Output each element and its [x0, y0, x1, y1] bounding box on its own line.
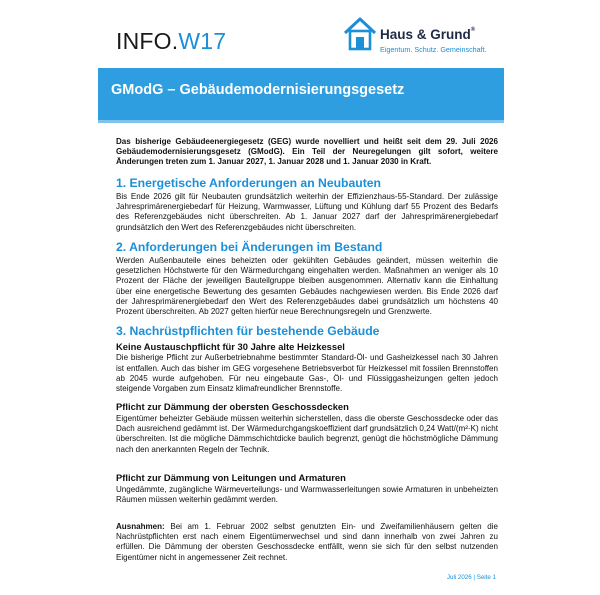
intro-paragraph: Das bisherige Gebäudeenergiegesetz (GEG) wurde novelliert und heißt seit dem 29. Juli 2026 Gebäudemodernisierungsgesetz (GModG). Ein Teil der Neuregelungen gilt sofort, weitere Änderungen treten zum 1. Januar 2027, 1. Januar 2028 und 1. Januar 2030 in Kraft.: [116, 137, 498, 167]
document-page: [98, 0, 504, 595]
logo-slogan: Eigentum. Schutz. Gemeinschaft.: [380, 45, 487, 54]
subheading-leitungen: Pflicht zur Dämmung von Leitungen und Armaturen: [116, 471, 346, 483]
section-text-neubauten: Bis Ende 2026 gilt für Neubauten grundsätzlich weiterhin der Effizienzhaus-55-Standard. Der zulässige Jahresprimärenergiebedarf für Heizung, Warmwasser, Lüftung und Kühlung darf 55 Prozent des Bedarfs des Referenzgebäudes nicht überschreiten. Ab 1. Januar 2027 darf der Jahresprimärenergiebedarf grundsätzlich den Wert des Referenzgebäudes nicht überschreiten.: [116, 191, 498, 232]
subheading-heizkessel: Keine Austauschpflicht für 30 Jahre alte Heizkessel: [116, 340, 345, 352]
section-heading-bestand: 2. Anforderungen bei Änderungen im Bestand: [116, 239, 383, 254]
document-code: [116, 28, 226, 55]
exceptions-text: Bei am 1. Februar 2002 selbst genutzten Ein- und Zweifamilienhäusern gelten die Nachrüstpflichten erst nach einem Eigentümerwechsel und sind dann innerhalb von zwei Jahren zu erfüllen. Die Dämmung der obersten Geschossdecke entfällt, wenn sie sich für den selbst nutzenden Eigentümer nicht in angemessener Zeit rechnet.: [116, 522, 498, 562]
logo-brand: [380, 27, 475, 42]
logo-brand-name: Haus & Grund: [380, 27, 471, 42]
house-icon: [342, 14, 378, 54]
registered-mark: ®: [470, 27, 476, 33]
section-heading-nachruestpflichten: 3. Nachrüstpflichten für bestehende Gebäude: [116, 324, 380, 339]
subtext-heizkessel: Die bisherige Pflicht zur Außerbetriebnahme bestimmter Standard-Öl- und Gasheizkessel nach 30 Jahren ist entfallen. Auch das bisher im GEG vorgesehene Betriebsverbot für Heizkessel mit fossilen Brennstoffen ab 2045 wurde aufgehoben. Für neu eingebaute Gas-, Öl- und Flüssiggasheizungen gelten jedoch steigende Vorgaben zum Einsatz klimafreundlicher Brennstoffe.: [116, 353, 498, 393]
document-code-prefix: INFO.: [116, 28, 179, 54]
page-title: GModG – Gebäudemodernisierungsgesetz: [111, 82, 405, 98]
title-banner: [98, 68, 504, 123]
section-text-bestand: Werden Außenbauteile eines beheizten oder gekühlten Gebäudes geändert, müssen weiterhin die gesetzlichen Höchstwerte für den Wärmedurchgang eingehalten werden. Maßnahmen an weniger als 10 Prozent der Fläche der jeweiligen Bauteilgruppe bleiben ausgenommen. Alternativ kann die Einhaltung über eine energetische Bewertung des gesamten Gebäudes nachgewiesen werden. Bis Ende 2026 darf der Jahresprimärenergiebedarf den Wert des Referenzgebäudes dabei grundsätzlich um höchstens 40 Prozent überschreiten. Ab 2027 gelten hierfür neue Berechnungsregeln und Grenzwerte.: [116, 256, 498, 317]
section-heading-neubauten: 1. Energetische Anforderungen an Neubauten: [116, 175, 382, 190]
subheading-geschossdecken: Pflicht zur Dämmung der obersten Geschossdecken: [116, 401, 349, 413]
exceptions-label: Ausnahmen:: [116, 522, 165, 532]
document-body: [116, 137, 498, 570]
exceptions-note: [116, 522, 498, 563]
haus-und-grund-logo: [342, 14, 512, 58]
subtext-leitungen: Ungedämmte, zugängliche Wärmeverteilungs- und Warmwasserleitungen sowie Armaturen in unbeheizten Räumen müssen weiterhin gedämmt werden.: [116, 484, 498, 504]
page-footer: Juli 2026 | Seite 1: [446, 574, 496, 581]
subtext-geschossdecken: Eigentümer beheizter Gebäude müssen weiterhin sicherstellen, dass die oberste Geschossdecke oder das Dach ausreichend gedämmt ist. Der Wärmedurchgangskoeffizient darf grundsätzlich 0,24 Watt/(m²·K) nicht überschreiten. Ist die mögliche Dämmschichtdicke baulich begrenzt, genügt die höchstmögliche Dämmung nach den anerkannten Regeln der Technik.: [116, 413, 498, 454]
document-code-number: W17: [178, 28, 227, 54]
